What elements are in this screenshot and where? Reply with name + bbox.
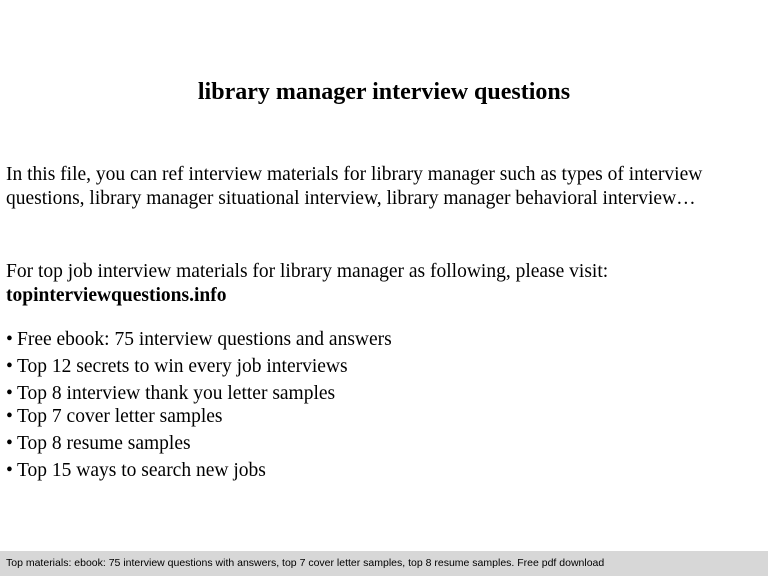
visit-paragraph <box>6 260 762 307</box>
intro-paragraph <box>6 163 762 210</box>
list-item-text: Free ebook: 75 interview questions and answers <box>17 329 392 350</box>
list-item-text: Top 8 interview thank you letter samples <box>17 383 336 404</box>
bullet-icon: • <box>6 406 13 427</box>
materials-list <box>6 328 392 482</box>
bullet-icon: • <box>6 329 13 350</box>
list-item <box>6 328 392 351</box>
intro-text: In this file, you can ref interview materials for library manager such as types of interview questions, library manager situational interview, library manager behavioral interview… <box>6 164 703 209</box>
bullet-icon: • <box>6 383 13 404</box>
list-item <box>6 432 392 455</box>
slide-title: library manager interview questions <box>197 79 571 105</box>
bullet-icon: • <box>6 433 13 454</box>
bullet-icon: • <box>6 460 13 481</box>
list-item-text: Top 15 ways to search new jobs <box>17 460 266 481</box>
list-item <box>6 405 392 428</box>
bullet-icon: • <box>6 356 13 377</box>
list-item-text: Top 12 secrets to win every job interviews <box>17 356 348 377</box>
footer-text: Top materials: ebook: 75 interview questions with answers, top 7 cover letter samples, top 8 resume samples. Free pdf download <box>6 557 605 569</box>
visit-text: For top job interview materials for library manager as following, please visit: <box>6 261 609 282</box>
footer-bar <box>0 551 768 576</box>
list-item-text: Top 7 cover letter samples <box>17 406 223 427</box>
list-item <box>6 459 392 482</box>
list-item <box>6 382 392 405</box>
site-link[interactable]: topinterviewquestions.info <box>6 284 227 306</box>
list-item-text: Top 8 resume samples <box>17 433 191 454</box>
list-item <box>6 355 392 378</box>
